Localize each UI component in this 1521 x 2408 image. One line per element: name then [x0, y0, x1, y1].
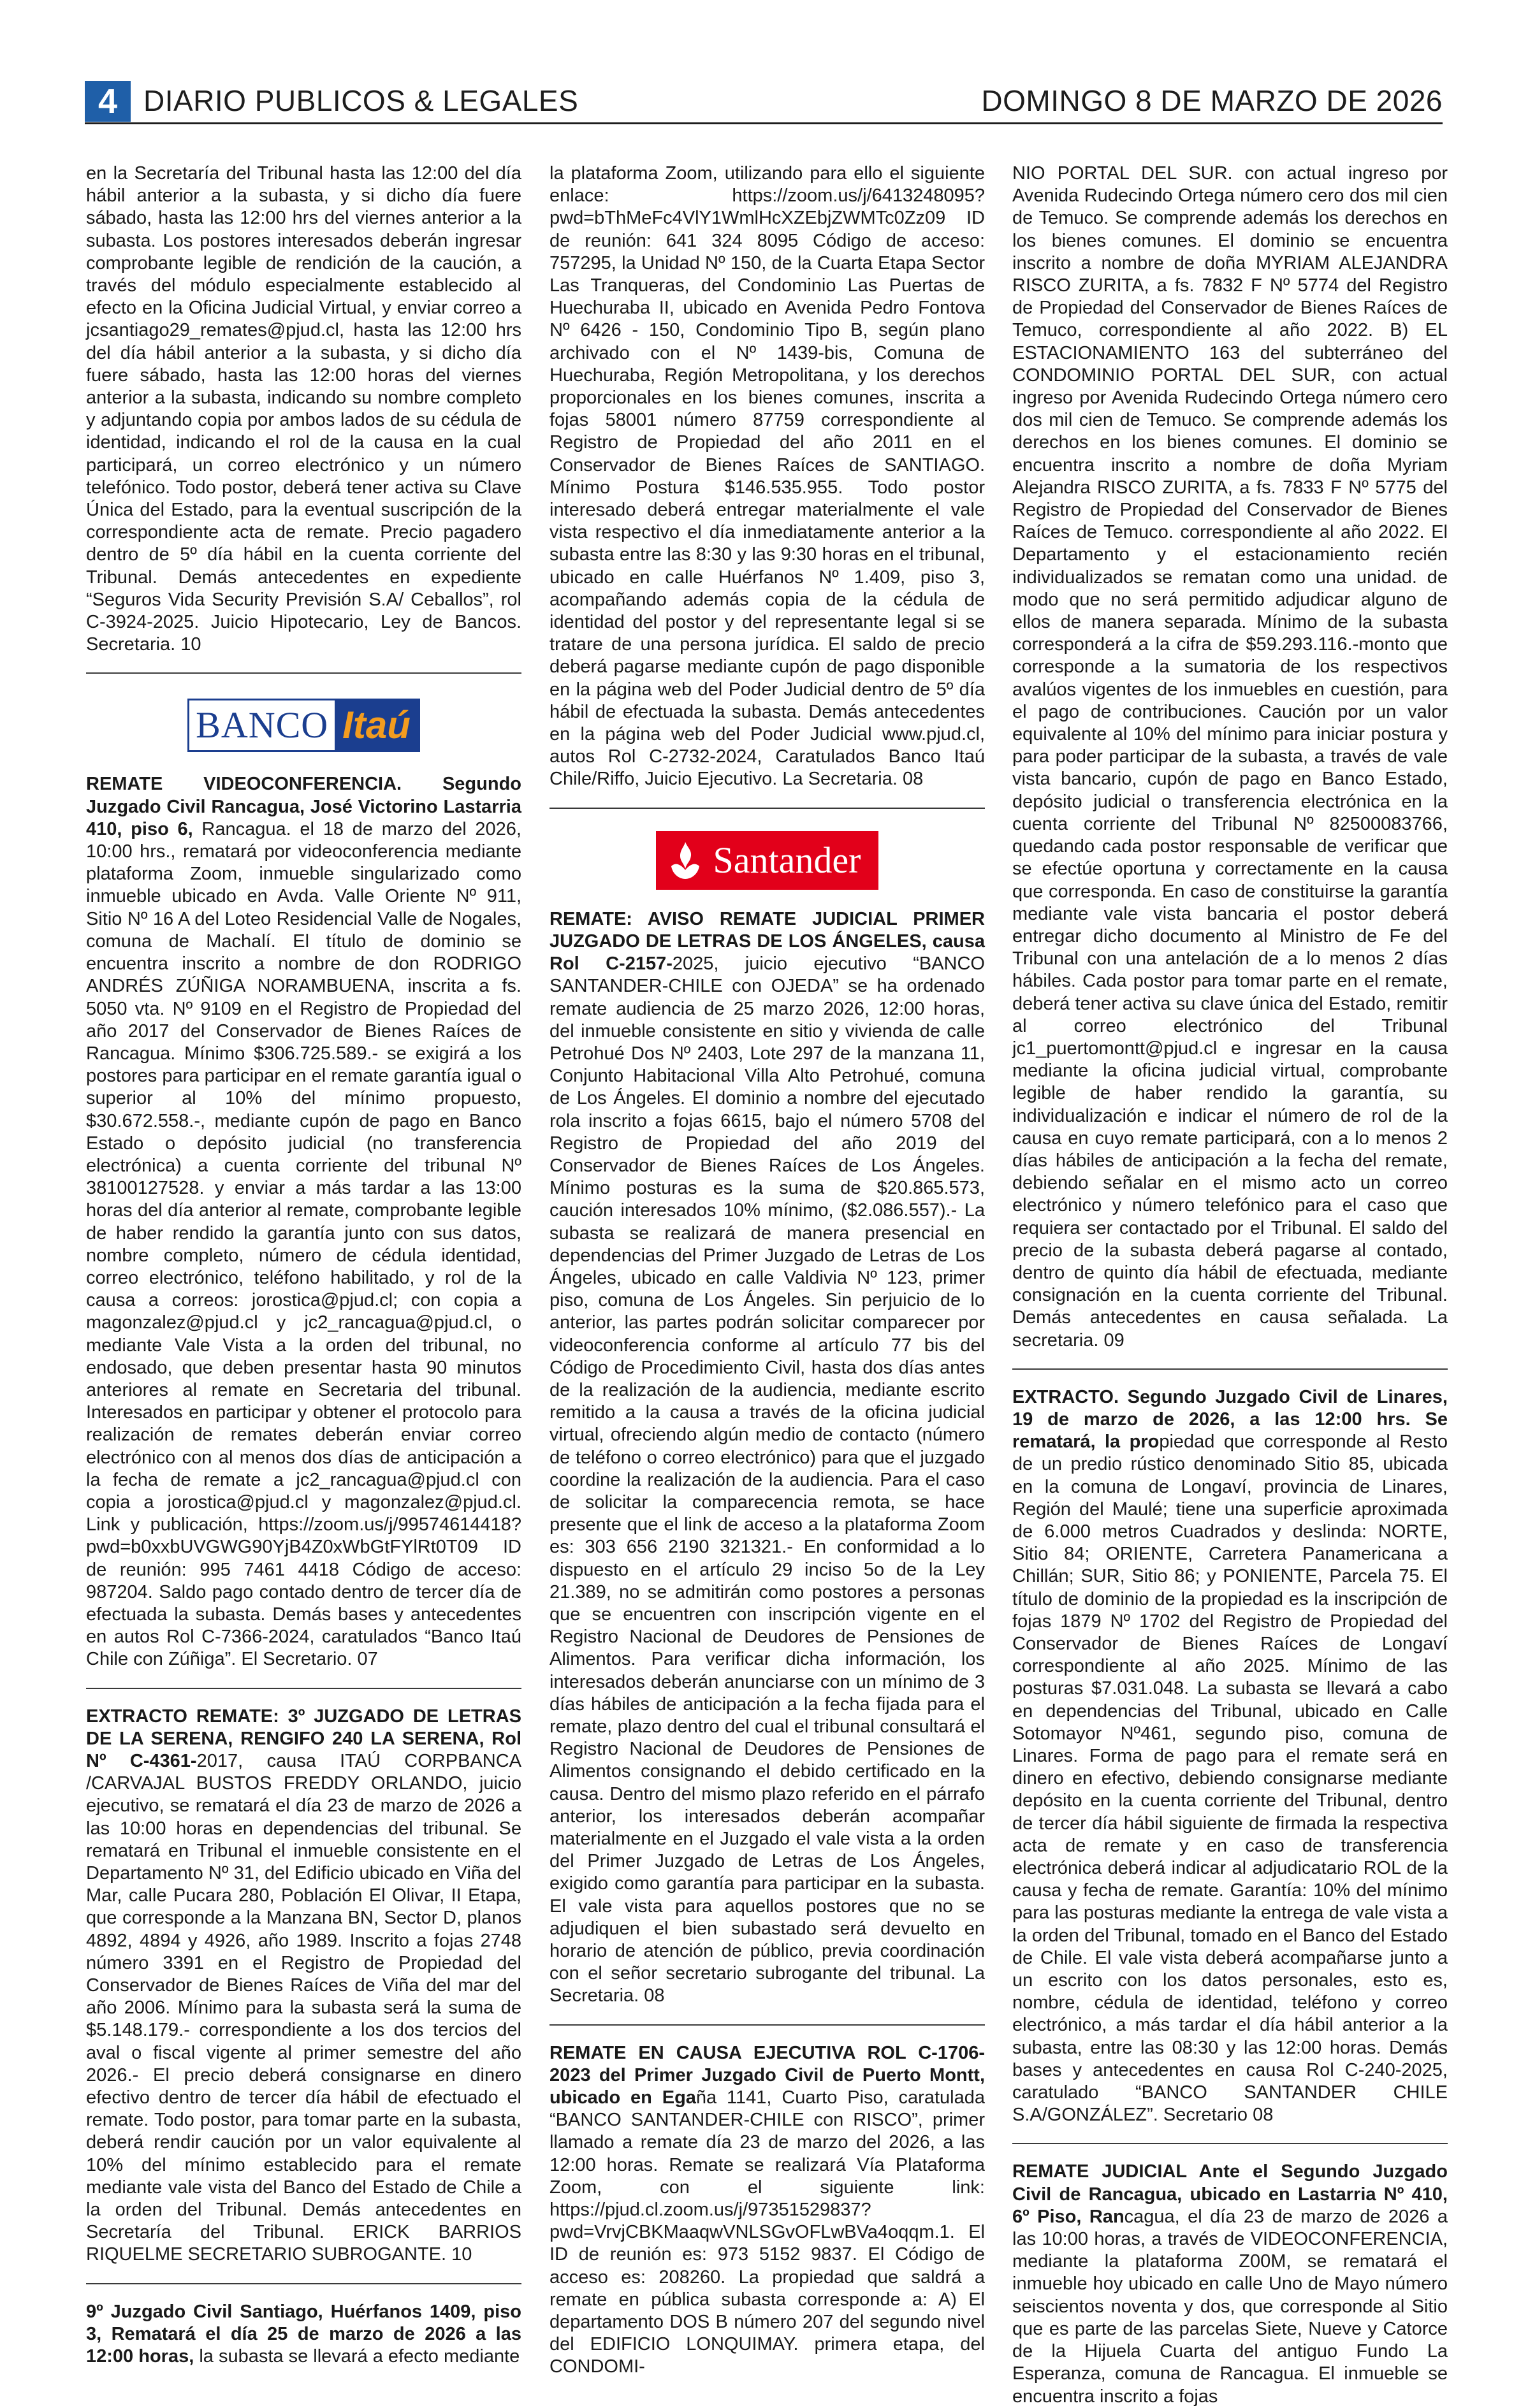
notice-body: 2017, causa ITAÚ CORPBANCA /CARVAJAL BUSTOS FREDDY ORLANDO, juicio ejecutivo, se rematará el día 23 de marzo de 2026 a las 10:00 horas en dependencias del tribunal. Se rematará en Tribunal el inmueble consistente en el Departamento Nº 31, del Edificio ubicado en Viña del Mar, calle Pucara 280, Población El Olivar, II Etapa, que corresponde a la Manzana BN, Sector D, planos 4892, 4894 y 4926, año 1989. Inscrito a fojas 2748 número 3391 en el Registro de Propiedad del Conservador de Bienes Raíces de Viña del mar del año 2006. Mínimo para la subasta será la suma de $5.148.179.- correspondiente a los dos tercios del aval o fiscal vigente al primer semestre del año 2026.- El precio deberá consignarse en dinero efectivo dentro de tercer día hábil de efectuado el remate. Todo postor, para tomar parte en la subasta, deberá rendir caución por un valor equivalente al 10% del mínimo establecido para el remate mediante vale vista del Banco del Estado de Chile a la orden del Tribunal. Demás antecedentes en Secretaría del Tribunal. ERICK BARRIOS RIQUELME SECRETARIO SUBROGANTE. 10 [86, 1751, 521, 2265]
page-header [85, 81, 1443, 118]
santander-logo [549, 825, 985, 896]
notice-heading: EXTRACTO REMATE: 3º JUZGADO DE LETRAS DE LA SERENA, RENGIFO 240 LA SERENA, Rol Nº C-4361- [86, 1706, 521, 1771]
notice-body: cagua, el día 23 de marzo de 2026 a las 10:00 horas, a través de VIDEOCONFERENCIA, mediante la plataforma Z00M, se rematará el inmueble hoy ubicado en calle Uno de Mayo número seiscientos noventa y dos, que corresponde al Sitio que es parte de las parcelas Siete, Nueve y Catorce de la Hijuela Cuarta del antiguo Fundo La Esperanza, comuna de Rancagua. El inmueble se encuentra inscrito a fojas [1012, 2206, 1448, 2407]
divider [549, 808, 985, 809]
notice-body: 2025, juicio ejecutivo “BANCO SANTANDER-CHILE con OJEDA” se ha ordenado remate audiencia de 25 marzo 2026, 12:00 horas, del inmueble consistente en sitio y vivienda de calle Petrohué Dos Nº 2403, Lote 297 de la manzana 11, Conjunto Habitacional Villa Alto Petrohué, comuna de Los Ángeles. El dominio a nombre del ejecutado rola inscrito a fojas 6615, bajo el número 5708 del Registro de Propiedad del año 2019 del Conservador de Bienes Raíces de Los Ángeles. Mínimo posturas es la suma de $20.865.573, caución interesados 10% mínimo, ($2.086.557).- La subasta se realizará de manera presencial en dependencias del Primer Juzgado de Letras de Los Ángeles, ubicado en calle Valdivia Nº 123, primer piso, comuna de Los Ángeles. Sin perjuicio de lo anterior, las partes podrán solicitar comparecer por videoconferencia conforme al artículo 77 bis del Código de Procedimiento Civil, hasta dos días antes de la realización de la audiencia, mediante escrito remitido a la causa a través de la oficina judicial virtual, ofreciendo algún medio de contacto (número de teléfono o correo electrónico) para que el juzgado coordine la realización de la audiencia. Para el caso de solicitar la comparecencia remota, se hace presente que el link de acceso a la plataforma Zoom es: 303 656 2190 321321.- En conformidad a lo dispuesto en el artículo 29 inciso 5o de la Ley 21.389, no se admitirán como postores a personas que se encuentren con inscripción vigente en el Registro Nacional de Deudores de Pensiones de Alimentos. Para verificar dicha información, los interesados deberán anunciarse con un mínimo de 3 días hábiles de anticipación a la fecha fijada para el remate, plazo dentro del cual el tribunal consultará el Registro Nacional de Deudores de Pensiones de Alimentos consignando el debido certificado en la causa. Dentro del mismo plazo referido en el párrafo anterior, los interesados deberán acompañar materialmente en el Juzgado el vale vista a la orden del Primer Juzgado de Letras de Los Ángeles, exigido como garantía para participar en la subasta. El vale vista para aquellos postores que no se adjudiquen el bien subastado será devuelto en horario de atención de público, previa coordinación con el señor secretario subrogante del tribunal. La Secretaria. 08 [549, 954, 985, 2006]
notice-heading: 9º Juzgado Civil Santiago, Huérfanos 1409, piso 3, Rematará el día 25 de marzo de 2026 a las 12:00 horas, [86, 2301, 521, 2367]
notice-body: Rancagua. el 18 de marzo del 2026, 10:00 hrs., rematará por videoconferencia mediante plataforma Zoom, inmueble singularizado como inmueble ubicado en Avda. Valle Oriente Nº 911, Sitio Nº 16 A del Loteo Residencial Valle de Nogales, comuna de Machalí. El título de dominio se encuentra inscrito a nombre de don RODRIGO ANDRÉS ZÚÑIGA NORAMBUENA, inscrita a fs. 5050 vta. Nº 9109 en el Registro de Propiedad del año 2017 del Conservador de Bienes Raíces de Rancagua. Mínimo $306.725.589.- se exigirá a los postores para participar en el remate garantía igual o superior al 10% del mínimo propuesto, $30.672.558.-, mediante cupón de pago en Banco Estado o depósito judicial (no transferencia electrónica) a cuenta corriente del tribunal Nº 38100127528. y enviar a más tardar a las 13:00 horas del día anterior al remate, comprobante legible de haber rendido la garantía junto con sus datos, nombre completo, número de cédula identidad, correo electrónico, teléfono habilitado, y rol de la causa a correos: jorostica@pjud.cl; con copia a magonzalez@pjud.cl y jc2_rancagua@pjud.cl, o mediante Vale Vista a la orden del tribunal, no endosado, que deben presentar hasta 90 minutos anteriores al remate en Secretaria del tribunal. Interesados en participar y obtener el protocolo para realización de remates deberán enviar correo electrónico con al menos dos días de anticipación a la fecha de remate a jc2_rancagua@pjud.cl con copia a jorostica@pjud.cl y magonzalez@pjud.cl. Link y publicación, https://zoom.us/j/99574614418?pwd=b0xxbUVGWG90YjB4Z0xWbGtFYlRt0T09 ID de reunión: 995 7461 4418 Código de acceso: 987204. Saldo pago contado dentro de tercer día de efectuada la subasta. Demás bases y antecedentes en autos Rol C-7366-2024, caratulados “Banco Itaú Chile con Zúñiga”. El Secretario. 07 [86, 818, 521, 1670]
page-number: 4 [85, 81, 131, 122]
itau-logo [86, 690, 521, 760]
divider [549, 2024, 985, 2026]
notice-body: piedad que corresponde al Resto de un predio rústico denominado Sitio 85, ubicada en la comuna de Longaví, provincia de Linares, Región del Maulé; tiene una superficie aproximada de 6.000 metros Cuadrados y deslinda: NORTE, Sitio 84; ORIENTE, Carretera Panamericana a Chillán; SUR, Sitio 86; y PONIENTE, Parcela 75. El título de dominio de la propiedad es la inscripción de fojas 1879 Nº 1702 del Registro de Propiedad del Conservador de Bienes Raíces de Longaví correspondiente al año 2025. Mínimo de las posturas $7.031.048. La subasta se llevará a cabo en dependencias del Tribunal, ubicado en Calle Sotomayor Nº461, segundo piso, comuna de Linares. Forma de pago para el remate será en dinero en efectivo, debiendo consignarse mediante depósito en la cuenta corriente del Tribunal, dentro de tercer día hábil siguiente de firmada la respectiva acta de remate y en caso de transferencia electrónica deberá indicar al adjudicatario ROL de la causa y fecha de remate. Garantía: 10% del mínimo para las posturas mediante la entrega de vale vista a la orden del Tribunal, tomado en el Banco del Estado de Chile. El vale vista deberá acompañarse junto a un escrito con los datos personales, esto es, nombre, cédula de identidad, teléfono y correo electrónico, a más tardar el día hábil anterior a la subasta, entre las 08:30 y las 12:00 horas. Demás bases y antecedentes en causa Rol C-240-2025, caratulado “BANCO SANTANDER CHILE S.A/GONZÁLEZ”. Secretario 08 [1012, 1432, 1448, 2126]
notice-text: la plataforma Zoom, utilizando para ello el siguiente enlace: https://zoom.us/j/6413248095?pwd=bThMeFc4VlY1WmlHcXZEbjZWMTc0Zz09 ID de reunión: 641 324 8095 Código de acceso: 757295, la Unidad Nº 150, de la Cuarta Etapa Sector Las Tranqueras, del Condominio Las Puertas de Huechuraba II, ubicado en Avenida Pedro Fontova Nº 6426 - 150, Condominio Tipo B, según plano archivado con el Nº 1439-bis, Comuna de Huechuraba, Región Metropolitana, y los derechos proporcionales en los bienes comunes, inscrita a fojas 58001 número 87759 correspondiente al Registro de Propiedad del año 2011 en el Conservador de Bienes Raíces de SANTIAGO. Mínimo Postura $146.535.955. Todo postor interesado deberá entregar materialmente el vale vista respectivo el día inmediatamente anterior a la subasta entre las 8:30 y las 9:30 horas en el tribunal, ubicado en calle Huérfanos Nº 1.409, piso 3, acompañando además copia de la cédula de identidad del postor y del representante legal si se tratare de una persona jurídica. El saldo de precio deberá pagarse mediante cupón de pago disponible en la página web del Poder Judicial dentro de 5º día hábil de efectuada la subasta. Demás antecedentes en la página web del Poder Judicial www.pjud.cl, autos Rol C-2732-2024, Caratulados Banco Itaú Chile/Riffo, Juicio Ejecutivo. La Secretaria. 08 [549, 163, 985, 790]
notice-heading: REMATE EN CAUSA EJECUTIVA ROL C-1706-2023 del Primer Juzgado Civil de Puerto Montt, ubicado en Ega [549, 2042, 985, 2108]
itau-logo-text-banco: BANCO [196, 704, 329, 746]
notice [86, 2301, 521, 2368]
notice [549, 2042, 985, 2379]
notice-heading: EXTRACTO. Segundo Juzgado Civil de Linares, 19 de marzo de 2026, a las 12:00 hrs. Se rematará, la pro [1012, 1386, 1448, 1453]
notice-text: en la Secretaría del Tribunal hasta las 12:00 del día hábil anterior a la subasta, y si dicho día fuere sábado, hasta las 12:00 hrs del viernes anterior a la subasta. Los postores interesados deberán ingresar comprobante legible de rendición de la caución, a través del módulo especialmente establecido al efecto en la Oficina Judicial Virtual, y enviar correo a jcsantiago29_remates@pjud.cl, hasta las 12:00 hrs del día hábil anterior a la subasta, y si dicho día fuere sábado, hasta las 12:00 horas del viernes anterior a la subasta, indicando su nombre completo y adjuntando copia por ambos lados de su cédula de identidad, indicando el rol de la causa en la cual participará, un correo electrónico y un número telefónico. Todo postor, deberá tener activa su Clave Única del Estado, para la eventual suscripción de la correspondiente acta de remate. Precio pagadero dentro de 5º día hábil en la cuenta corriente del Tribunal. Demás antecedentes en expediente “Seguros Vida Security Previsión S.A/ Ceballos”, rol C-3924-2025. Juicio Hipotecario, Ley de Bancos. Secretaria. 10 [86, 163, 521, 655]
notice-heading: REMATE VIDEOCONFERENCIA. Segundo Juzgado Civil Rancagua, José Victorino Lastarria 410, piso 6, [86, 774, 521, 839]
notice-text: NIO PORTAL DEL SUR. con actual ingreso por Avenida Rudecindo Ortega número cero dos mil cien de Temuco. Se comprende además los derechos en los bienes comunes. El dominio se encuentra inscrito a nombre de doña MYRIAM ALEJANDRA RISCO ZURITA, a fs. 7832 F Nº 5774 del Registro de Propiedad del Conservador de Bienes Raíces de Temuco, correspondiente al año 2022. B) EL ESTACIONAMIENTO 163 del subterráneo del CONDOMINIO PORTAL DEL SUR, con actual ingreso por Avenida Rudecindo Ortega número cero dos mil cien de Temuco. Se comprende además los derechos en los bienes comunes. El dominio se encuentra inscrito a nombre de doña Myriam Alejandra RISCO ZURITA, a fs. 7833 F Nº 5775 del Registro de Propiedad del Conservador de Bienes Raíces de Temuco. correspondiente al año 2022. El Departamento y el estacionamiento recién individualizados se rematan como una unidad. de modo que no será permitido adjudicar alguno de ellos de manera separada. Mínimo de la subasta corresponderá a la cifra de $59.293.116.-monto que corresponde a la sumatoria de los respectivos avalúos vigentes de los inmuebles en cuestión, para el pago de contribuciones. Caución por un valor equivalente al 10% del mínimo para iniciar postura y para poder participar de la subasta, a través de vale vista bancario, cupón de pago en Banco Estado, depósito judicial o transferencia electrónica en la cuenta corriente del Tribunal Nº 82500083766, quedando cada postor responsable de verificar que se efectúe oportuna y correctamente en la causa que corresponda. En caso de constituirse la garantía mediante vale vista bancaria el postor deberá entregar dicho documento al Ministro de Fe del Tribunal con una antelación de a lo menos 2 días hábiles. Cada postor para tomar parte en el remate, deberá tener activa su clave única del Estado, remitir al correo electrónico del Tribunal jc1_puertomontt@pjud.cl e ingresar en la causa mediante la oficina judicial virtual, comprobante legible de haber rendido la garantía, su individualización e indicar el número de rol de la causa en cuyo remate participará, con a lo menos 2 días hábiles de anticipación a la fecha del remate, debiendo señalar en el mismo acto un correo electrónico y número telefónico para el caso que requiera ser contactado por el Tribunal. El saldo del precio de la subasta deberá pagarse al contado, dentro de quinto día hábil de efectuada, mediante consignación en la cuenta corriente del Tribunal. Demás antecedentes en causa señalada. La secretaria. 09 [1012, 163, 1448, 1351]
column-1 [86, 163, 521, 2367]
divider [86, 2283, 521, 2284]
santander-flame-icon [669, 841, 702, 880]
itau-logo-text-itau: Itaú [335, 700, 418, 750]
santander-logo-text: Santander [713, 839, 861, 881]
divider [86, 1688, 521, 1689]
notice [549, 908, 985, 2008]
notice-body: la subasta se llevará a efecto mediante [194, 2346, 520, 2367]
divider [1012, 2143, 1448, 2144]
notice [86, 1706, 521, 2267]
notice-heading: REMATE JUDICIAL Ante el Segundo Juzgado Civil de Rancagua, ubicado en Lastarria Nº 410, 6º Piso, Ran [1012, 2161, 1448, 2227]
column-3 [1012, 163, 1448, 2407]
notice [86, 773, 521, 1671]
divider [86, 672, 521, 674]
notice-heading: REMATE: AVISO REMATE JUDICIAL PRIMER JUZGADO DE LETRAS DE LOS ÁNGELES, causa Rol C-2157- [549, 908, 985, 975]
issue-date: DOMINGO 8 DE MARZO DE 2026 [981, 84, 1443, 117]
notice-body: ña 1141, Cuarto Piso, caratulada “BANCO SANTANDER-CHILE con RISCO”, primer llamado a remate día 23 de marzo del 2026, a las 12:00 horas. Remate se realizará Vía Plataforma Zoom, con el siguiente link: https://pjud.cl.zoom.us/j/97351529837?pwd=VrvjCBKMaaqwVNLSGvOFLwBVa4oqqm.1. El ID de reunión es: 973 5152 9837. El Código de acceso es: 208260. La propiedad que saldrá a remate en pública subasta corresponde a: A) El departamento DOS B número 207 del segundo nivel del EDIFICIO LONQUIMAY. primera etapa, del CONDOMI- [549, 2087, 985, 2377]
divider [1012, 1368, 1448, 1370]
header-rule [85, 122, 1443, 124]
notice [1012, 1386, 1448, 2127]
publication-title: DIARIO PUBLICOS & LEGALES [143, 84, 579, 117]
notice [1012, 2161, 1448, 2407]
column-2 [549, 163, 985, 2377]
